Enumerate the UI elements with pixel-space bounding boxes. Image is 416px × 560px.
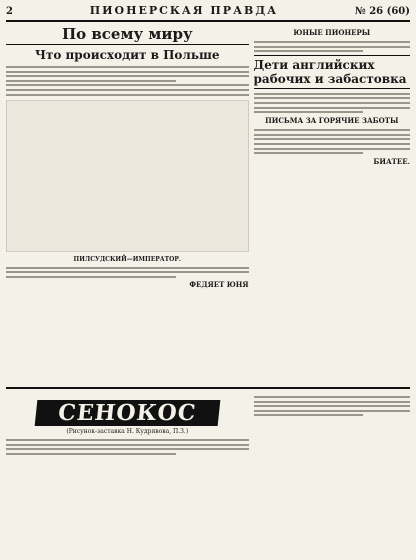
- page-number: 2: [6, 6, 13, 17]
- cartoon-caption: ПИЛСУДСКИЙ—ИМПЕРАТОР.: [73, 255, 181, 263]
- issue-number: № 26 (60): [354, 6, 410, 17]
- byline: ФЕДЯЕТ ЮНЯ: [189, 280, 249, 290]
- bottom-right-block: [254, 392, 410, 560]
- newspaper-title: ПИОНЕРСКАЯ ПРАВДА: [89, 4, 279, 17]
- bottom-section: [6, 387, 410, 560]
- right-column: [254, 25, 410, 383]
- main-article-title: Дети английских рабочих и забастовка: [254, 55, 410, 89]
- senokos-banner: СЕНОКОС: [35, 400, 220, 426]
- left-column: [6, 25, 249, 383]
- article-body-placeholder: [6, 66, 249, 96]
- signature: БИАТЕЕ.: [373, 156, 410, 166]
- intro-body-placeholder: [254, 41, 410, 52]
- masthead: [6, 4, 410, 22]
- senokos-caption: (Рисунок-заставка Н. Кудрявова, П.З.): [66, 428, 189, 435]
- senokos-block: [6, 392, 249, 560]
- article-body-placeholder-2: [6, 267, 249, 278]
- article-title: Что происходит в Польше: [34, 48, 220, 62]
- tag-label: ЮНЫЕ ПИОНЕРЫ: [293, 28, 371, 37]
- cartoon-illustration: [6, 100, 249, 252]
- section-title: По всему миру: [6, 25, 249, 45]
- sub-title: ПИСЬМА ЗА ГОРЯЧИЕ ЗАБОТЫ: [265, 116, 399, 126]
- top-grid: [6, 25, 410, 383]
